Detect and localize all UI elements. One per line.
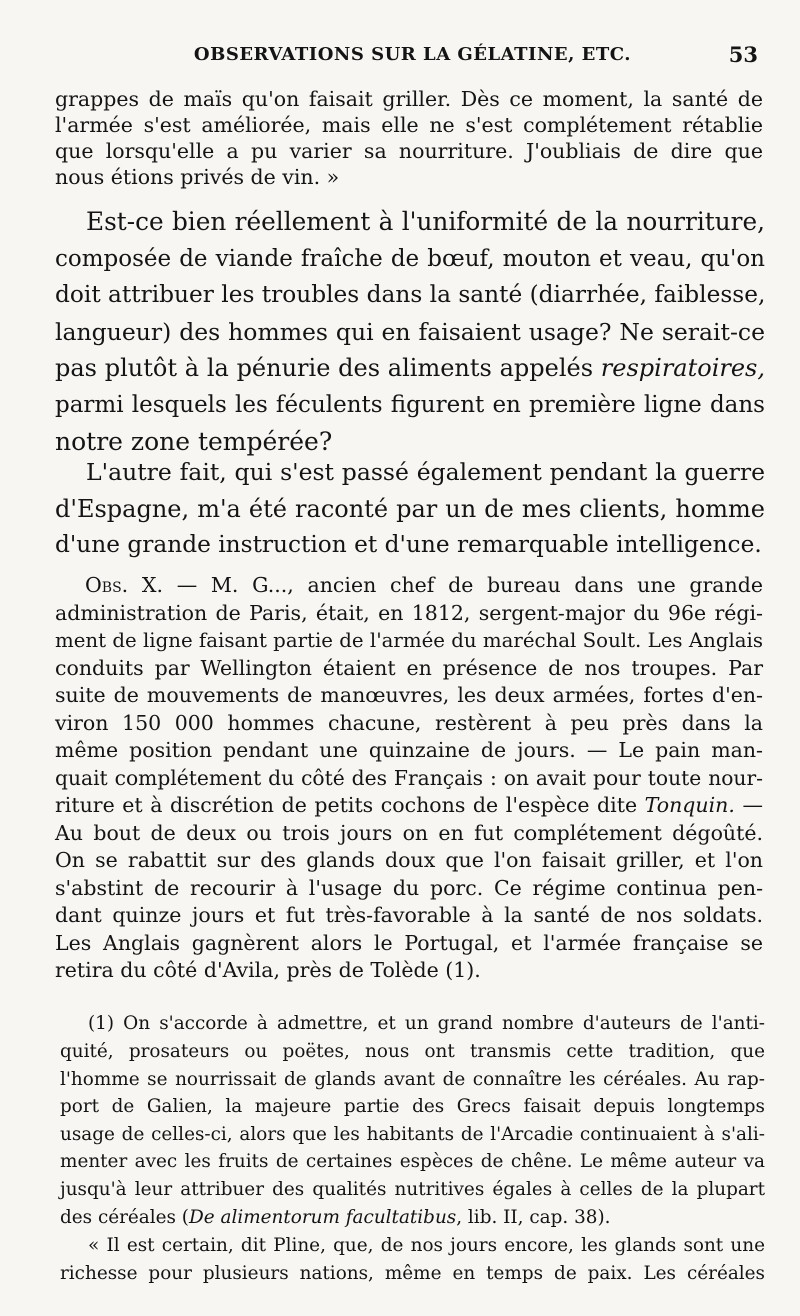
text-run: — M. G..., ancien chef de bureau dans une grande bbox=[163, 573, 763, 597]
footnote-pline-quote bbox=[60, 1232, 765, 1287]
text-line: composée de viande fraîche de bœuf, mouton et veau, qu'on bbox=[55, 245, 765, 272]
text-line: s'abstint de recourir à l'usage du porc. Ce régime continua pen- bbox=[55, 875, 763, 900]
text-line: L'autre fait, qui s'est passé également pendant la guerre bbox=[86, 458, 765, 486]
body-paragraph-autre-fait bbox=[55, 454, 765, 564]
text-line: parmi lesquels les féculents figurent en première ligne dans bbox=[55, 391, 765, 418]
text-run: — bbox=[734, 793, 763, 817]
text-line: Est-ce bien réellement à l'uniformité de la nourriture, bbox=[86, 207, 765, 236]
text-line: conduits par Wellington étaient en présence de nos troupes. Par bbox=[55, 655, 763, 680]
page-number: 53 bbox=[728, 42, 758, 67]
page-header bbox=[55, 44, 770, 74]
text-line: retira du côté d'Avila, près de Tolède (1). bbox=[55, 958, 481, 982]
text-line: Au bout de deux ou trois jours on en fut complétement dégoûté. bbox=[55, 820, 763, 845]
text-line: Les Anglais gagnèrent alors le Portugal, et l'armée française se bbox=[55, 930, 763, 955]
text-line: doit attribuer les troubles dans la santé (diarrhée, faiblesse, bbox=[55, 281, 766, 309]
quote-continuation-paragraph bbox=[55, 86, 763, 190]
text-line: port de Galien, la majeure partie des Grecs faisait depuis longtemps bbox=[60, 1096, 765, 1118]
text-line: On se rabattit sur des glands doux que l'on faisait griller, et l'on bbox=[55, 848, 763, 872]
observation-label: Obs. X. bbox=[85, 573, 164, 597]
italic-term: Tonquin. bbox=[644, 793, 735, 817]
text-run: des céréales ( bbox=[60, 1206, 189, 1228]
text-line bbox=[55, 792, 763, 820]
text-line: richesse pour plusieurs nations, même en temps de paix. Les céréales bbox=[60, 1262, 765, 1284]
text-line: suite de mouvements de manœuvres, les deux armées, fortes d'en- bbox=[55, 683, 763, 707]
text-line: ment de ligne faisant partie de l'armée du maréchal Soult. Les Anglais bbox=[55, 629, 763, 652]
text-line: nous étions privés de vin. » bbox=[55, 165, 340, 189]
body-paragraph-uniformite bbox=[55, 204, 765, 460]
text-run: pas plutôt à la pénurie des aliments appelés bbox=[55, 354, 601, 383]
text-line: que lorsqu'elle a pu varier sa nourriture. J'oubliais de dire que bbox=[55, 139, 763, 163]
text-run: riture et à discrétion de petits cochons de l'espèce dite bbox=[55, 793, 645, 817]
text-line: « Il est certain, dit Pline, que, de nos jours encore, les glands sont une bbox=[88, 1235, 765, 1257]
text-line: notre zone tempérée? bbox=[55, 426, 333, 456]
text-line: dant quinze jours et fut très-favorable à la santé de nos soldats. bbox=[55, 903, 763, 927]
text-line: administration de Paris, était, en 1812, sergent-major du 96e régi- bbox=[55, 600, 763, 625]
text-line: d'Espagne, m'a été raconté par un de mes clients, homme bbox=[55, 494, 765, 523]
text-line: menter avec les fruits de certaines espèces de chêne. Le même auteur va bbox=[60, 1151, 765, 1173]
text-line: langueur) des hommes qui en faisaient usage? Ne serait-ce bbox=[55, 317, 765, 346]
text-line: grappes de maïs qu'on faisait griller. Dès ce moment, la santé de bbox=[55, 87, 763, 111]
observation-x-paragraph bbox=[55, 572, 763, 985]
text-line: l'armée s'est améliorée, mais elle ne s'est complétement rétablie bbox=[55, 113, 763, 137]
text-run: , lib. II, cap. 38). bbox=[456, 1206, 611, 1228]
text-line: viron 150 000 hommes chacune, restèrent à peu près dans la bbox=[55, 710, 763, 735]
text-line: quait complétement du côté des Français : on avait pour toute nour- bbox=[55, 765, 763, 790]
running-title: OBSERVATIONS SUR LA GÉLATINE, ETC. bbox=[193, 44, 632, 65]
text-line bbox=[60, 1204, 765, 1232]
text-line: d'une grande instruction et d'une remarquable intelligence. bbox=[55, 531, 762, 559]
footnote-1 bbox=[60, 1010, 765, 1231]
text-line: l'homme se nourrissait de glands avant de connaître les céréales. Au rap- bbox=[60, 1068, 765, 1090]
italic-term: respiratoires, bbox=[600, 354, 765, 383]
text-line bbox=[55, 572, 763, 600]
text-line: (1) On s'accorde à admettre, et un grand nombre d'auteurs de l'anti- bbox=[88, 1013, 765, 1035]
text-line: jusqu'à leur attribuer des qualités nutritives égales à celles de la plupart bbox=[60, 1178, 765, 1200]
text-line bbox=[55, 350, 765, 387]
text-line: quité, prosateurs ou poëtes, nous ont transmis cette tradition, que bbox=[60, 1040, 765, 1062]
text-line: usage de celles-ci, alors que les habitants de l'Arcadie continuaient à s'ali- bbox=[60, 1123, 765, 1145]
italic-title: De alimentorum facultatibus bbox=[189, 1206, 457, 1228]
text-line: même position pendant une quinzaine de jours. — Le pain man- bbox=[55, 738, 763, 762]
